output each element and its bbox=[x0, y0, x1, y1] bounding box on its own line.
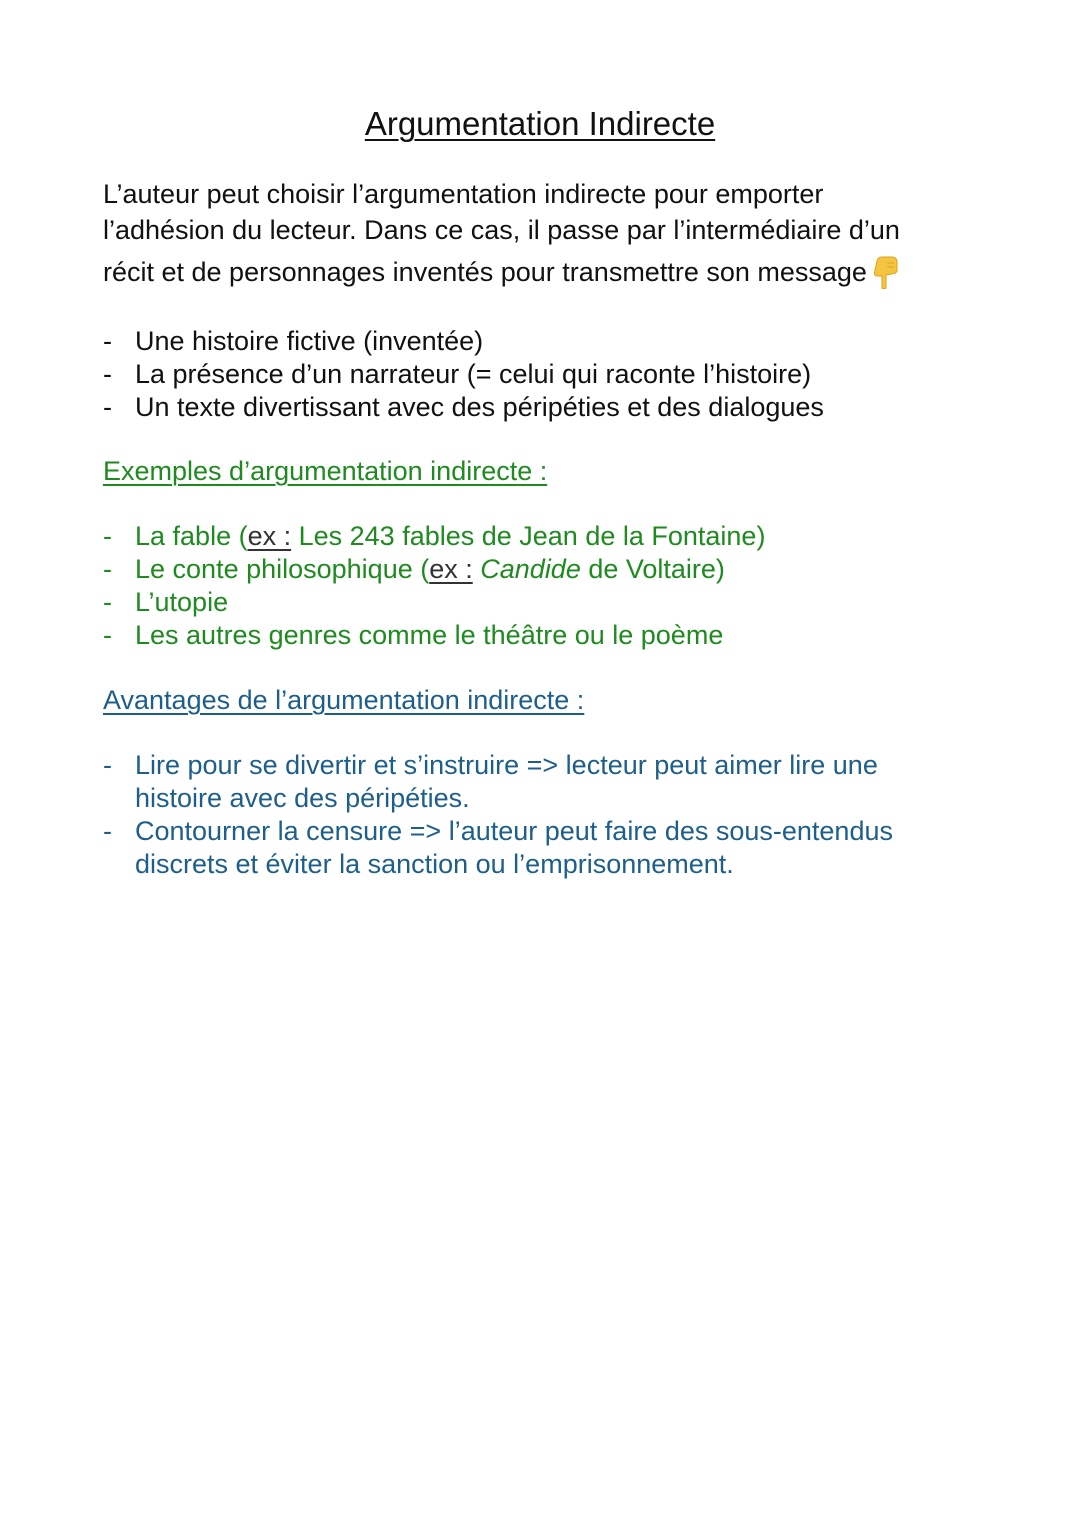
advantage-2-line-1: Contourner la censure => l’auteur peut faire des sous-entendus bbox=[135, 816, 893, 846]
advantage-2-line-2: discrets et éviter la sanction ou l’emprisonnement. bbox=[135, 849, 734, 879]
example-conte-post: de Voltaire) bbox=[580, 554, 725, 584]
dash-bullet: - bbox=[103, 359, 112, 389]
intro-paragraph bbox=[103, 176, 1003, 298]
intro-line-3-wrap bbox=[103, 254, 1003, 298]
dash-bullet: - bbox=[103, 326, 112, 356]
advantage-1-line-1: Lire pour se divertir et s’instruire => lecteur peut aimer lire une bbox=[135, 750, 878, 780]
pointing-down-hand-icon bbox=[873, 255, 899, 298]
list-item bbox=[103, 815, 1003, 881]
list-item bbox=[103, 553, 1003, 586]
example-autres: Les autres genres comme le théâtre ou le poème bbox=[135, 620, 724, 650]
dash-bullet: - bbox=[103, 392, 112, 422]
feature-text-2: La présence d’un narrateur (= celui qui raconte l’histoire) bbox=[135, 359, 812, 389]
examples-heading bbox=[103, 455, 547, 488]
feature-text-1: Une histoire fictive (inventée) bbox=[135, 326, 484, 356]
features-list bbox=[103, 325, 1003, 424]
dash-bullet: - bbox=[103, 587, 112, 617]
list-item bbox=[103, 619, 1003, 652]
advantages-heading bbox=[103, 684, 584, 717]
dash-bullet: - bbox=[103, 554, 112, 584]
intro-line-2: l’adhésion du lecteur. Dans ce cas, il passe par l’intermédiaire d’un bbox=[103, 215, 900, 245]
example-conte-title: Candide bbox=[480, 554, 581, 584]
dash-bullet: - bbox=[103, 521, 112, 551]
list-item bbox=[103, 749, 1003, 815]
advantages-heading-text: Avantages de l’argumentation indirecte : bbox=[103, 685, 585, 715]
examples-list bbox=[103, 520, 1003, 652]
example-utopie: L’utopie bbox=[135, 587, 229, 617]
examples-heading-text: Exemples d’argumentation indirecte : bbox=[103, 456, 548, 486]
example-fable-pre: La fable ( bbox=[135, 521, 248, 551]
advantage-1-line-2: histoire avec des péripéties. bbox=[135, 783, 470, 813]
list-item bbox=[103, 391, 1003, 424]
list-item bbox=[103, 586, 1003, 619]
list-item bbox=[103, 325, 1003, 358]
intro-line-3: récit et de personnages inventés pour transmettre son message bbox=[103, 257, 867, 287]
dash-bullet: - bbox=[103, 750, 112, 780]
example-conte-pre: Le conte philosophique ( bbox=[135, 554, 430, 584]
page-title bbox=[0, 102, 1080, 146]
feature-text-3: Un texte divertissant avec des péripéties et des dialogues bbox=[135, 392, 824, 422]
intro-line-1: L’auteur peut choisir l’argumentation indirecte pour emporter bbox=[103, 179, 824, 209]
list-item bbox=[103, 358, 1003, 391]
example-fable-ex: ex : bbox=[247, 521, 292, 551]
list-item bbox=[103, 520, 1003, 553]
page-title-text: Argumentation Indirecte bbox=[364, 105, 716, 142]
example-conte-ex: ex : bbox=[429, 554, 473, 584]
dash-bullet: - bbox=[103, 816, 112, 846]
advantages-list bbox=[103, 749, 1003, 881]
dash-bullet: - bbox=[103, 620, 112, 650]
example-fable-post: Les 243 fables de Jean de la Fontaine) bbox=[291, 521, 766, 551]
